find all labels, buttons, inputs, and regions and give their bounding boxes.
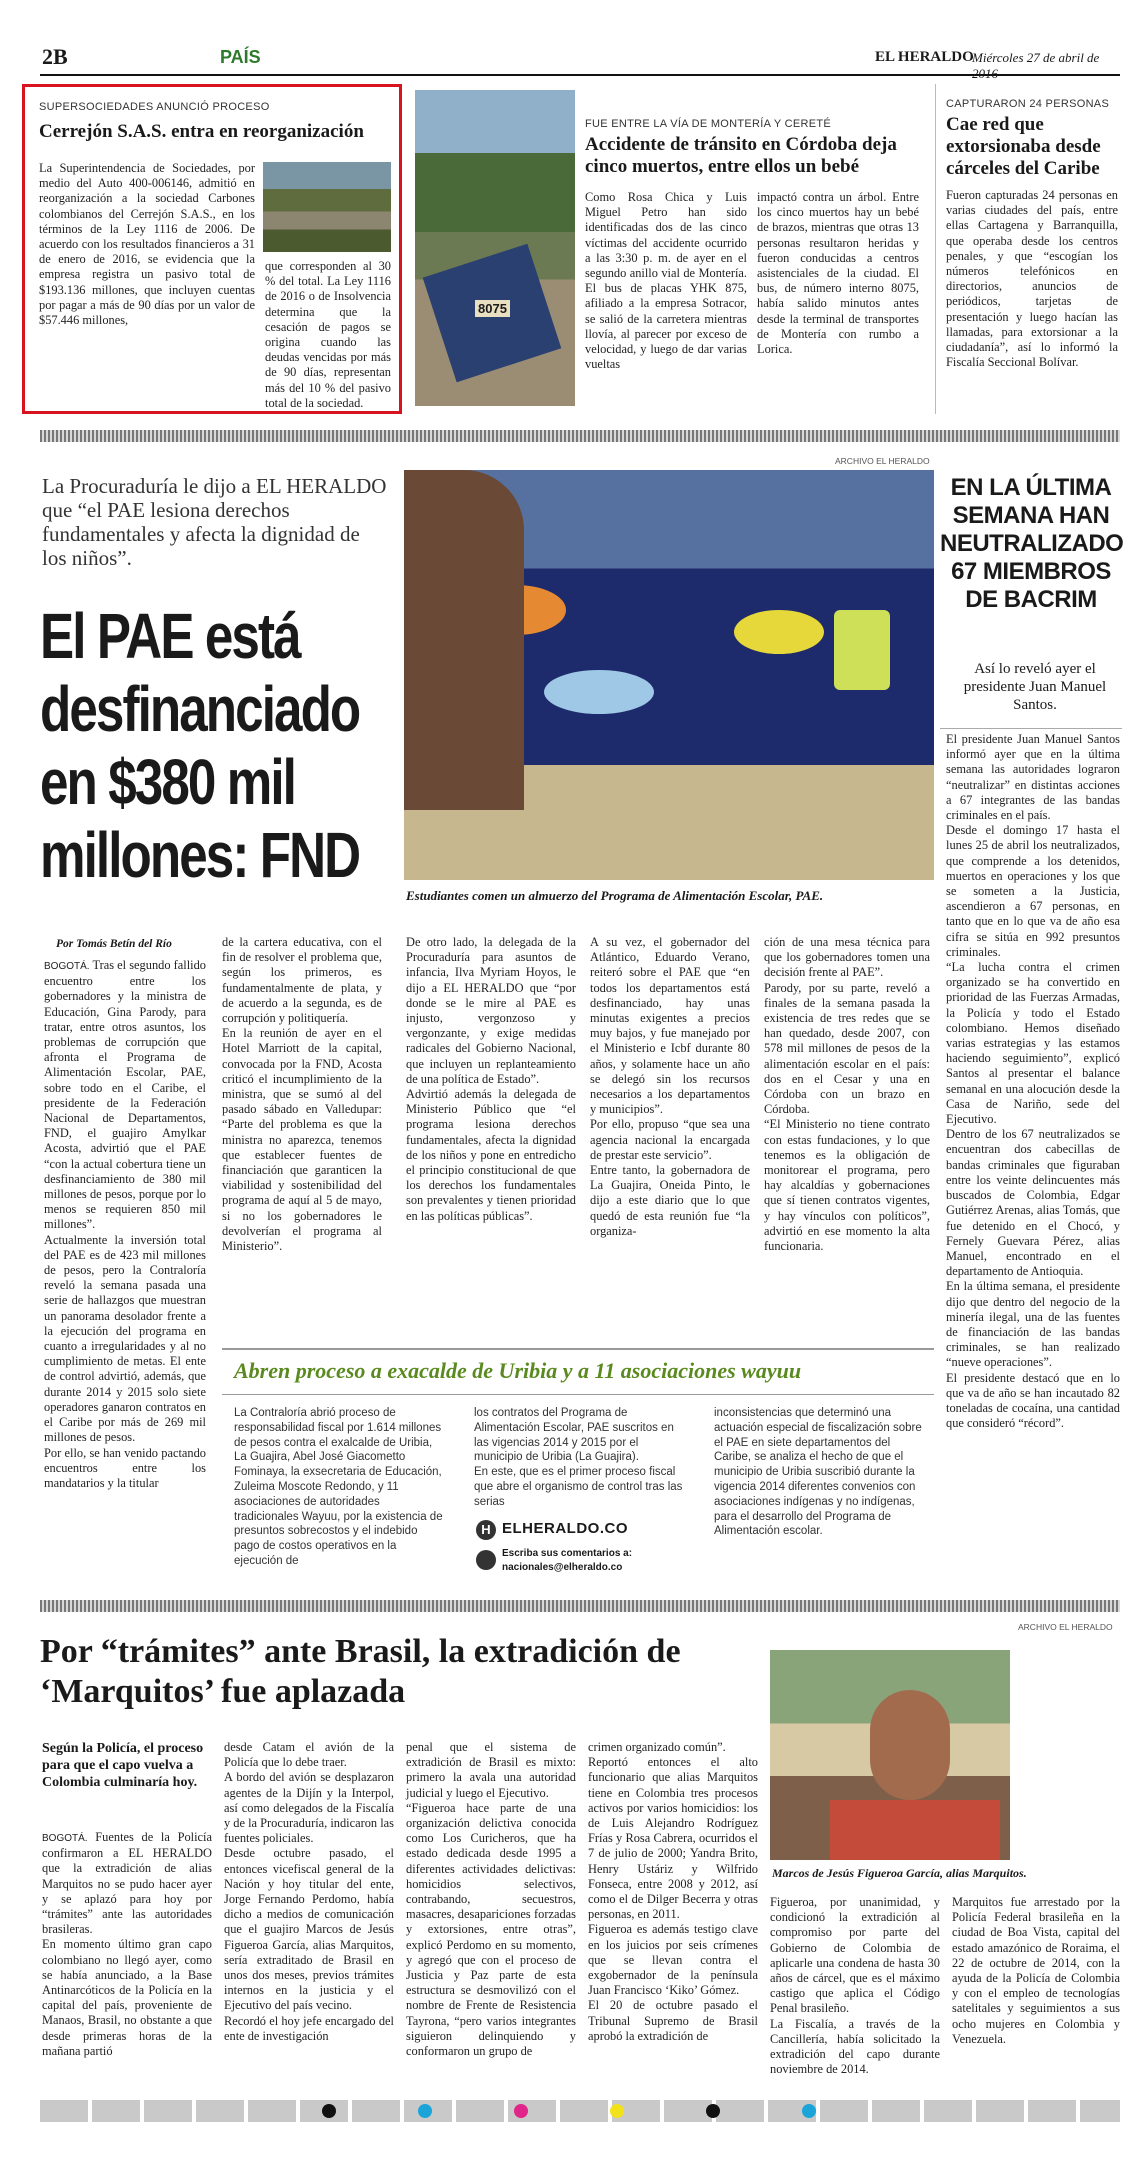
column-text: Fuentes de la Policía confirmaron a EL HERALDO que la extradición de alias Marquitos no se pudo hacer ayer y se aplazó para hoy por “trámites” ante las autoridades brasileras. En momento último gran capo colombiano no llegó ayer, como se había anunciado, a la Base Antinarcóticos de la Policía en la capital del país, proveniente de Manaos, Brasil, no obstante a que desde primeras horas de la mañana partió [42, 1830, 212, 2058]
extra-column: crimen organizado común”. Reportó entonces el alto funcionario que alias Marquitos tiene en Colombia tres procesos activos por varios homicidios: los de Luis Alejandro Rodríguez Frías y Rosa Cabrera, ocurridos el 7 de julio de 2000; Yandra Brito, Henry Ustáriz y Wilfrido Fonseca, entre 2008 y 2012, así como el de Dilger Becerra y otras personas, en 2011. Figueroa es además testigo clave en los juicios por seis crímenes que se llevan contra el exgobernador de la península Juan Francisco ‘Kiko’ Gómez. El 20 de octubre pasado el Tribunal Supremo de Brasil aprobó la extradición de [588, 1740, 758, 2043]
story-column: Como Rosa Chica y Luis Miguel Petro han sido identificadas dos de las cinco víctimas del accidente ocurrido a las 3:30 p. m. de ayer en el segundo anillo vial de Montería. El bus de placas YHK 875, afiliado a la empresa Sotracor, se salió de la carretera mientras llovía, al parecer por exceso de velocidad, y luego de dar varias vueltas [585, 190, 747, 372]
dateline: BOGOTÁ. [42, 1833, 88, 1844]
sub-story [222, 1348, 934, 1593]
sub-column: La Contraloría abrió proceso de responsabilidad fiscal por 1.614 millones de pesos contra el exalcalde de Uribia, La Guajira, Abel José Giacometto Fominaya, la exsecretaria de Educación, Zuleima Moscote Redondo, y 11 asociaciones de autoridades tradicionales Wayuu, por la existencia de presuntos sobrecostos y el indebido pago de costos operativos en la ejecución de [234, 1407, 443, 1567]
story-kicker: CAPTURARON 24 PERSONAS [946, 98, 1110, 110]
column-text: Tras el segundo fallido encuentro entre los gobernadores y la ministra de Educación, Gina Parody, para tratar, entre otros asuntos, los problemas de corrupción que afronta el Programa de Alimentación Escolar, PAE, sobre todo en el Caribe, el presidente de la Federación Nacional de Departamentos, FND, el guajiro Amylkar Acosta, advirtió que el PAE “con la actual cobertura tiene un desfinanciamiento de 380 mil millones de pesos, porque por lo menos se requieren 850 mil millones”. Actualmente la inversión total del PAE es de 423 mil millones de pesos, pero la Contraloría reveló la semana pasada una serie de hallazgos que muestran un panorama desolador frente a la ejecución del programa en cuanto a irregularidades y al no cumplimiento de metas. El ente de control advirtió, además, que durante 2014 y 2015 solo siete operadores ganaron contratos en el Caribe por más de 269 mil millones de pesos. Por ello, se han venido pactando encuentros entre los mandatarios y la titular [44, 958, 206, 1490]
extra-caption: Marcos de Jesús Figueroa García, alias Marquitos. [772, 1866, 1027, 1880]
section-divider [40, 430, 1120, 442]
sub-column: inconsistencias que determinó una actuación especial de fiscalización sobre el PAE en siete departamentos del Caribe, se analiza el hecho de que el municipio de Uribia suscribió durante la vigencia 2014 diferentes convenios con asociaciones indígenas y no indígenas, para el desarrollo del Programa de Alimentación escolar. [714, 1407, 922, 1538]
registration-bar [40, 2100, 1120, 2122]
extra-column [42, 1830, 212, 2058]
story-accident [415, 90, 935, 410]
main-column [44, 958, 206, 1490]
section-divider [40, 1600, 1120, 1612]
sub-column: los contratos del Programa de Alimentación Escolar, PAE suscritos en las vigencias 2014 y 2015 por el municipio de Uribia (La Guajira). En este, que es el primer proceso fiscal que abre el organismo de control tras las serias [474, 1407, 683, 1508]
accident-photo [415, 90, 575, 406]
extra-deck: Según la Policía, el proceso para que el capo vuelva a Colombia culminaría hoy. [42, 1741, 204, 1790]
photo-credit: ARCHIVO EL HERALDO [1018, 1622, 1113, 1632]
extra-column: Marquitos fue arrestado por la Policía Federal brasileña en la ciudad de Boa Vista, capital del estado amazónico de Roraima, el 22 de octubre de 2014, con la ayuda de la Policía de Colombia y con el empleo de tecnologías satelitales y seguimientos a sus ocho mujeres en Colombia y Venezuela. [952, 1895, 1120, 2046]
comment-icon [476, 1550, 496, 1570]
mine-photo [263, 162, 391, 252]
story-headline: Cerrejón S.A.S. entra en reorganización [39, 121, 364, 142]
reg-dot [802, 2104, 816, 2118]
comment-label: Escriba sus comentarios a: [502, 1548, 633, 1559]
bacrim-story [940, 470, 1122, 1595]
cup-green [834, 610, 890, 690]
reg-dot [706, 2104, 720, 2118]
story-column: La Superintendencia de Sociedades, por medio del Auto 400-006146, admitió en reorganización a la sociedad Carbones colombianos del Cerrejón S.A.S., en los términos de la Ley 1116 de 2006. De acuerdo con los resultados financieros a 31 de enero de 2016, se evidencia que la empresa registra un pasivo total de $193.136 millones, que incluyen cuentas por pagar a más de 90 días por un valor de $57.446 millones, [39, 161, 255, 328]
byline: Por Tomás Betín del Río [56, 938, 172, 950]
main-column: A su vez, el gobernador del Atlántico, Eduardo Verano, reiteró sobre el PAE que “en todos los departamentos está desfinanciado, hay unas minutas exigentes a precios muy bajos, y fue manejado por el Ministerio e Icbf durante 80 años, y solamente hace un año se delegó sin los recursos necesarios a los departamentos y municipios”. Por ello, propuso “que sea una agencia nacional la encargada de prestar este servicio”. Entre tanto, la gobernadora de La Guajira, Oneida Pinto, le dijo a este diario que lo que quedó de esta reunión fue “la organiza- [590, 935, 750, 1238]
section-label: PAÍS [220, 47, 261, 67]
shirt [830, 1800, 1000, 1860]
story-column: que corresponden al 30 % del total. La Ley 1116 de 2016 o de Insolvencia determina que la cesación de pagos se origina cuando las deudas vencidas por más de 90 días, representan más del 10 % del pasivo total de la sociedad. [265, 259, 391, 410]
site-icon: H [476, 1520, 496, 1540]
extra-column: Figueroa, por unanimidad, y condicionó la extradición al compromiso por parte del Gobierno de Colombia de aplicarle una condena de hasta 30 años de cárcel, que es el máximo castigo que aplica el Código Penal brasileño. La Fiscalía, a través de la Cancillería, había solicitado la extradición del capo durante noviembre de 2014. [770, 1895, 940, 2077]
masthead: EL HERALDO [875, 49, 974, 65]
page-number: 2B [42, 44, 68, 69]
side-deck: Así lo reveló ayer el presidente Juan Manuel Santos. [963, 661, 1107, 713]
main-column: de la cartera educativa, con el fin de resolver el problema que, según los primeros, es fundamentalmente de plata, y de acuerdo a la segunda, es de corrupción y politiquería. En la reunión de ayer en el Hotel Marriott de la capital, convocada por la FND, Acosta criticó el incumplimiento de la ministra, que se sumó al del pasado sábado en Valledupar: “Parte del problema es que la ministra no aparezca, tenemos que establecer fuentes de financiación que garanticen la viabilidad y sostenibilidad del programa de aquí al 5 de mayo, si no los gobernadores le devolverían el programa al Ministerio”. [222, 935, 382, 1254]
dateline: BOGOTÁ. [44, 961, 90, 972]
students-photo [404, 470, 934, 880]
story-headline: Accidente de tránsito en Córdoba deja cinco muertos, entre ellos un bebé [585, 134, 897, 177]
reg-dot [322, 2104, 336, 2118]
face [870, 1690, 950, 1800]
story-kicker: SUPERSOCIEDADES ANUNCIÓ PROCESO [39, 101, 270, 113]
comment-email[interactable]: nacionales@elheraldo.co [502, 1562, 623, 1573]
side-headline: EN LA ÚLTIMA SEMANA HAN NEUTRALIZADO 67 MIEMBROS DE BACRIM [940, 474, 1124, 613]
story-extortion [935, 84, 1120, 414]
extra-column: desde Catam el avión de la Policía que lo debe traer. A bordo del avión se desplazaron agentes de la Dijín y la Interpol, así como delegados de la Fiscalía y de la Procuraduría, indicaron las fuentes policiales. Desde octubre pasado, el entonces vicefiscal general de la Nación y hoy titular del ente, Jorge Fernando Perdomo, había dicho a medios de comunicación que el guajiro Marcos de Jesús Figueroa García, alias Marquitos, sería extraditado de Brasil en unos dos meses, previos trámites internos en la justicia y el Ejecutivo del país vecino. Recordó el hoy jefe encargado del ente de investigación [224, 1740, 394, 2043]
bus-number: 8075 [475, 300, 510, 317]
site-name[interactable]: ELHERALDO.CO [502, 1520, 628, 1537]
extra-headline: Por “trámites” ante Brasil, la extradición de ‘Marquitos’ fue aplazada [40, 1633, 681, 1710]
main-caption: Estudiantes comen un almuerzo del Programa de Alimentación Escolar, PAE. [406, 888, 824, 903]
reg-dot [610, 2104, 624, 2118]
story-column: Fueron capturadas 24 personas en varias ciudades del país, entre ellas Cartagena y Barranquilla, que operaba desde los centros penales, y que “escogían los números telefónicos en directorios, anuncios de periódicos, tarjetas de presentación y luego hacían las llamadas, para extorsionar a la ciudadanía”, así lo informó la Fiscalía Seccional Bolívar. [946, 188, 1118, 370]
story-column: impactó contra un árbol. Entre los cinco muertos hay un bebé de brazos, mientras que otras 13 personas resultaron heridas y fueron conducidas a centros asistenciales de la ciudad. El bus, de número interno 8075, había salido minutos antes desde la terminal de transportes de Montería con rumbo a Lorica. [757, 190, 919, 357]
story-cerrejon [22, 84, 402, 414]
sub-headline: Abren proceso a exacalde de Uribia y a 11 asociaciones wayuu [234, 1358, 802, 1383]
reg-dot [514, 2104, 528, 2118]
reg-dot [418, 2104, 432, 2118]
student-figure [404, 470, 524, 810]
main-column: ción de una mesa técnica para que los gobernadores tomen una decisión frente al PAE”. Parody, por su parte, reveló a finales de la semana pasada la existencia de tres redes que se han quedado, desde 2007, con 578 mil millones de pesos de la alimentación escolar en el país: dos en el Cesar y una en Córdoba con un brazo en Córdoba. “El Ministerio no tiene contrato con estas fundaciones, y lo que tenemos es la obligación de monitorear el programa, pero hay alcaldías y gobernaciones que sí tienen contratos vigentes, y hay vínculos con políticos”, advirtió en ese momento la alta funcionaria. [764, 935, 930, 1254]
marquitos-photo [770, 1650, 1010, 1860]
story-kicker: FUE ENTRE LA VÍA DE MONTERÍA Y CERETÉ [585, 118, 832, 130]
site-promo[interactable] [476, 1518, 686, 1588]
sub-rule [222, 1394, 934, 1395]
main-headline: El PAE está desfinanciado en $380 mil millones: FND [40, 600, 360, 891]
page-header [40, 44, 1120, 81]
main-deck: La Procuraduría le dijo a EL HERALDO que “el PAE lesiona derechos fundamentales y afecta la dignidad de los niños”. [42, 474, 387, 570]
photo-credit: ARCHIVO EL HERALDO [835, 456, 930, 466]
bowl-blue [544, 670, 654, 714]
extra-column: penal que el sistema de extradición de Brasil es mixto: primero la avala una autoridad judicial y luego el Ejecutivo. “Figueroa hace parte de una organización delictiva conocida como Los Curicheros, que ha estado dedicada desde 1995 a diferentes actividades delictivas: homicidios selectivos, contrabando, secuestros, masacres, desapariciones forzadas y extorsiones, entre otras”, explicó Perdomo en su momento, y agregó que con el proceso de Justicia y Paz parte de esta estructura se desmovilizó con el nombre de Frente de Resistencia Tayrona, “pero varios integrantes siguieron delinquiendo y conformaron un grupo de [406, 1740, 576, 2059]
story-headline: Cae red que extorsionaba desde cárceles del Caribe [946, 114, 1101, 179]
main-column: De otro lado, la delegada de la Procuraduría para asuntos de infancia, Ilva Myriam Hoyos, le dijo a EL HERALDO que “por donde se le mire al PAE es injusto, vergonzoso y vergonzante, y exige medidas radicales del Gobierno Nacional, que incluyen un replanteamiento de una política de Estado”. Advirtió además la delegada de Ministerio Público que “el programa lesiona derechos fundamentales, afecta la dignidad de los niños y pone en entredicho el principio constitucional de que los derechos los fundamentales son prevalentes y tienen prioridad en las políticas públicas”. [406, 935, 576, 1223]
issue-date: Miércoles 27 de abril de 2016 [972, 50, 1100, 81]
plate-yellow [734, 610, 824, 654]
side-body: El presidente Juan Manuel Santos informó ayer que en la última semana las autoridades lograron “neutralizar” en distintas acciones a 67 integrantes de las bandas criminales en el país. Desde el domingo 17 hasta el lunes 25 de abril los neutralizados, que comprende a los detenidos, muertos en operaciones y los que se someten a la Justicia, ascendieron a 67 personas, en tanto que en lo que va de año esa cifra se sitúa en 992 presuntos criminales. “La lucha contra el crimen organizado se ha convertido en prioridad de las Fuerzas Armadas, la Policía y todo el Estado colombiano. Hemos diseñado varias estrategias y las estamos haciendo seguimiento”, explicó Santos al presentar el balance semanal en una alocución desde la Casa de Nariño, sede del Ejecutivo. Dentro de los 67 neutralizados se encuentran dos cabecillas de bandas criminales que figuraban entre los veinte delincuentes más buscados de Colombia, Edgar Gutiérrez Arenas, alias Tomás, que fue detenido en el Chocó, y Fernely Guevara Pérez, alias Manuel, encontrado en el departamento de Antioquia. En la última semana, el presidente dijo que dentro del negocio de la minería ilegal, una de las fuentes de financiación de las bandas criminales, se han realizado “nueve operaciones”. El presidente destacó que en lo que va de año se han incautado 82 toneladas de cocaína, una cantidad que consideró “récord”. [946, 732, 1120, 1431]
side-rule [940, 728, 1122, 729]
